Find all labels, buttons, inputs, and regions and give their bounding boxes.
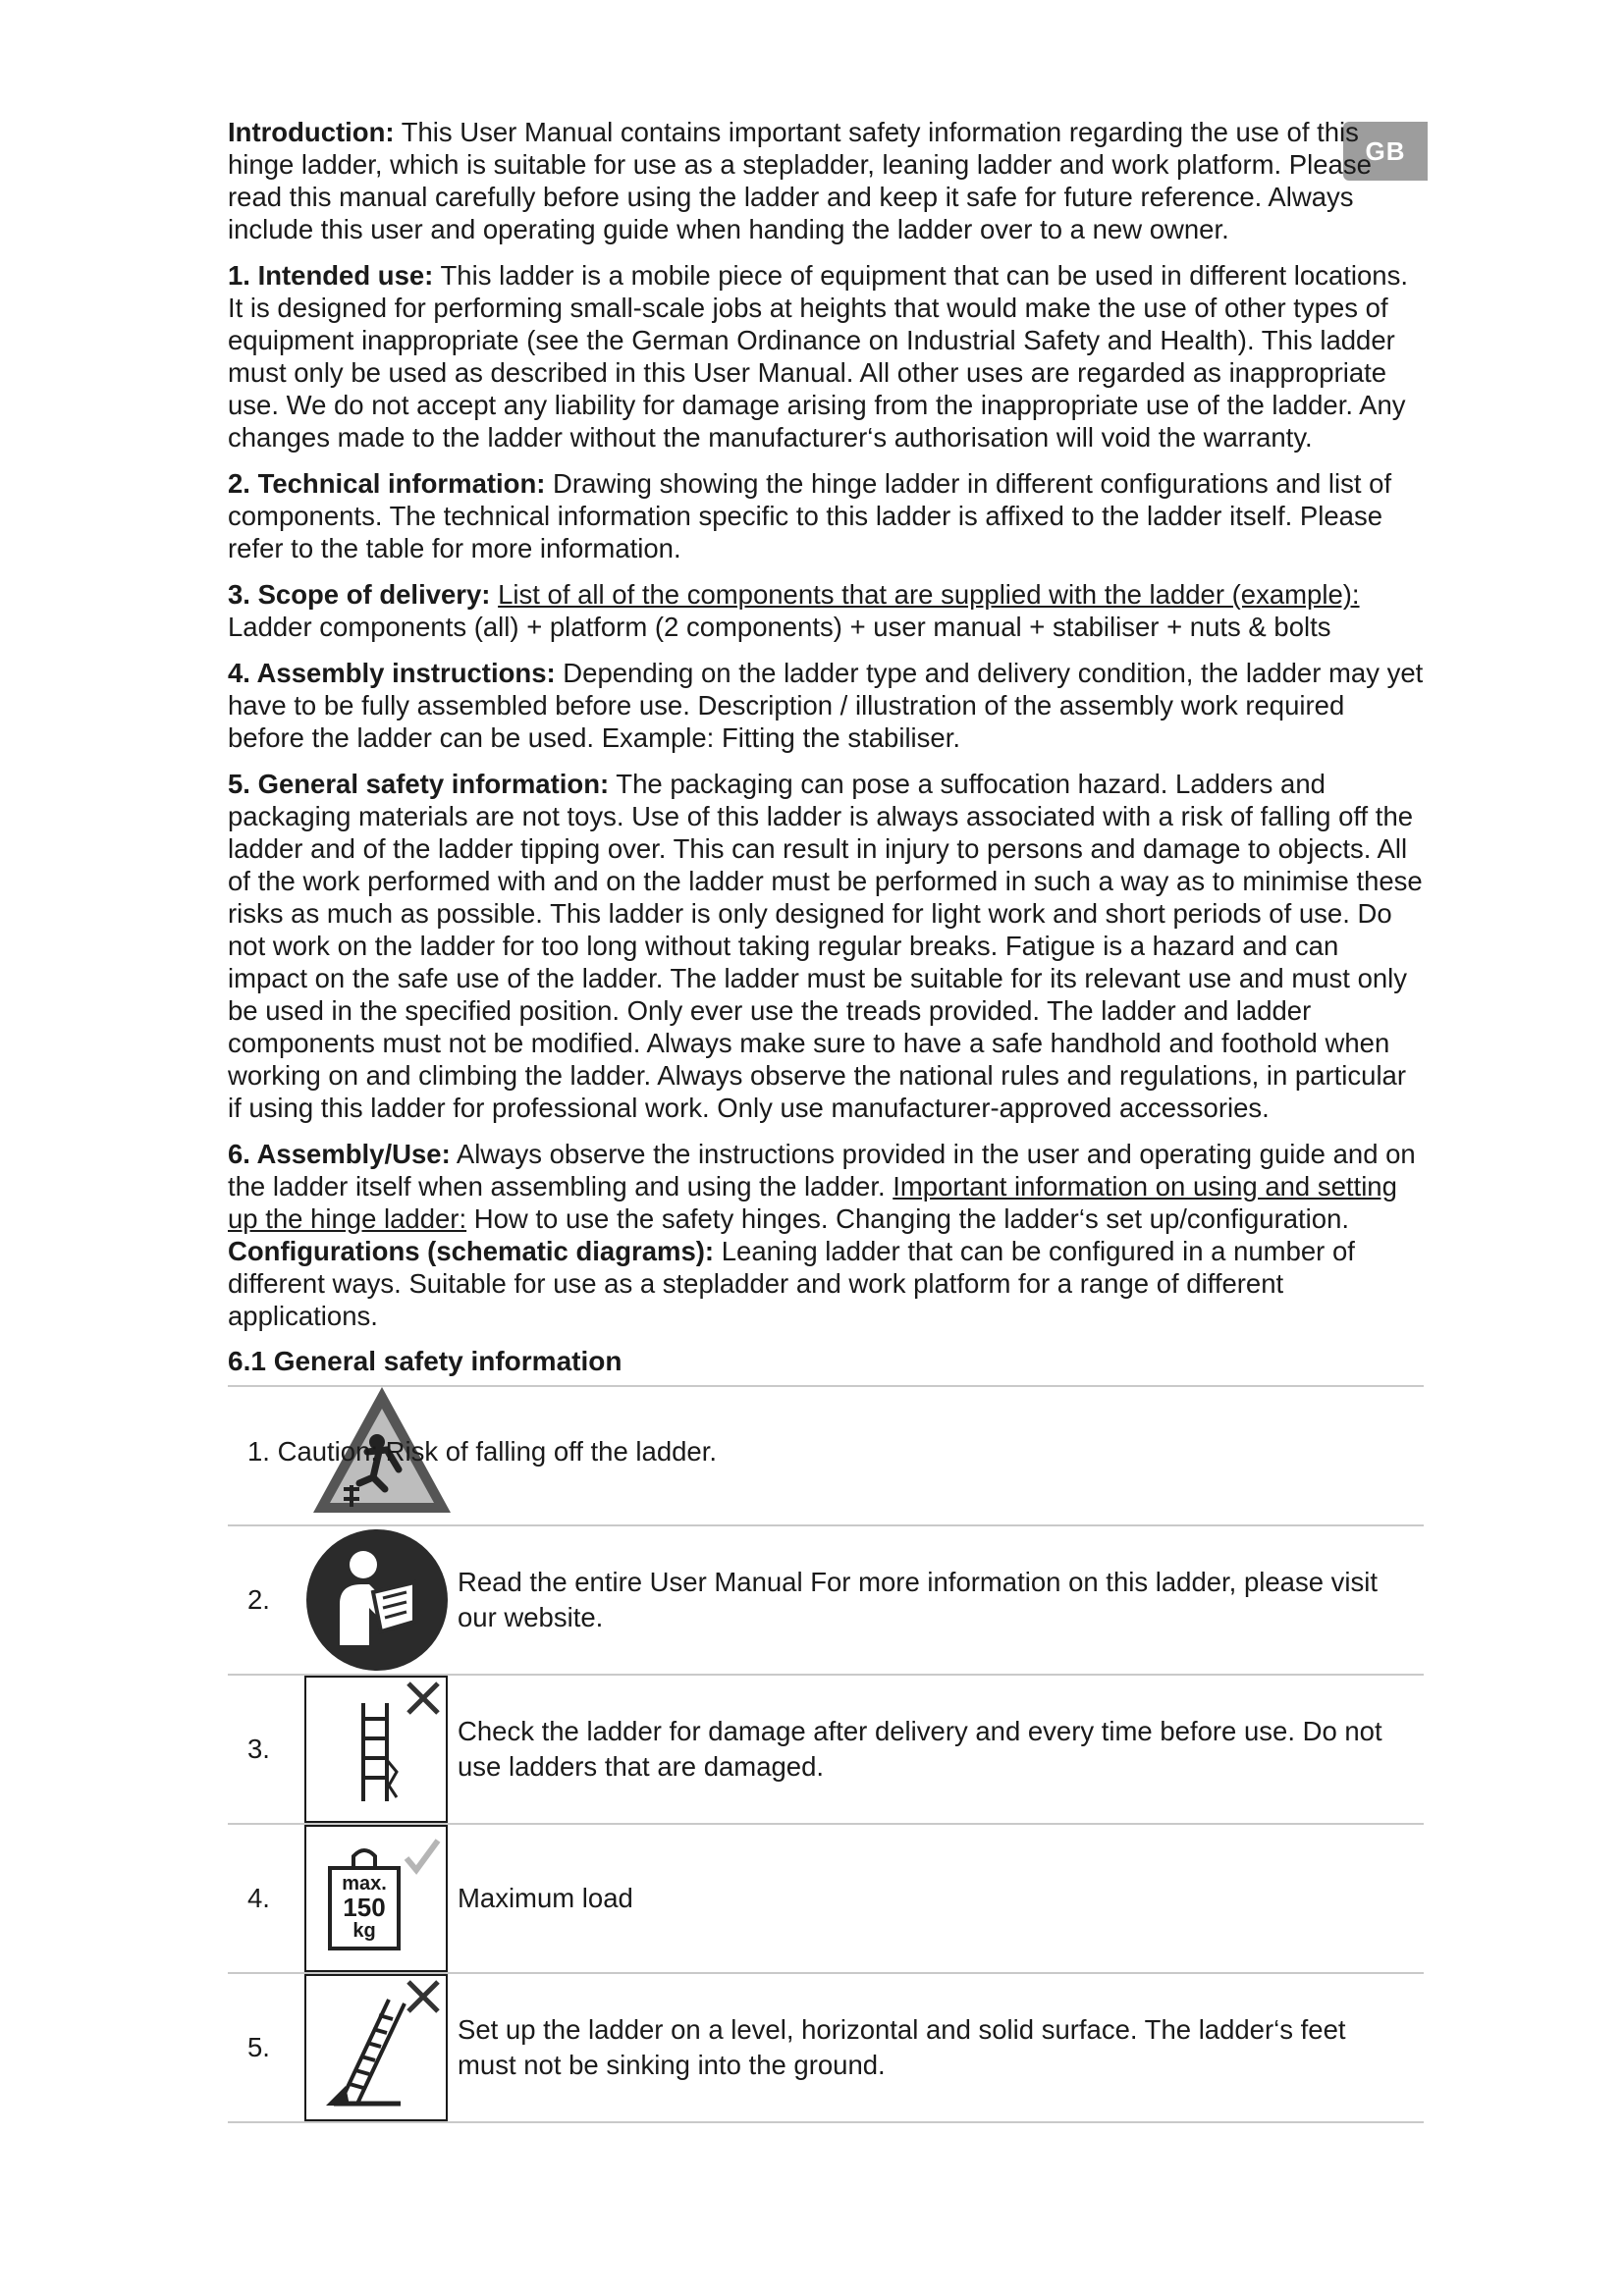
table-row (228, 1973, 1424, 2122)
section-heading: 4. Assembly instructions: (228, 658, 556, 688)
section-text: This User Manual contains important safety information regarding the use of this hinge ladder, which is suitable for use as a stepladder, leaning ladder and work platform. Please read this manual carefully before using the ladder and keep it safe for future reference. Always include this user and operating guide when handing the ladder over to a new owner. (228, 117, 1372, 244)
weight-label-max: max. (342, 1873, 387, 1895)
icon-cell (247, 1386, 717, 1525)
section-text: This ladder is a mobile piece of equipment that can be used in different locations. It is designed for performing small-scale jobs at heights that would make the use of other types of equipment inappropriate (see the German Ordinance on Industrial Safety and Health). This ladder must only be used as described in this User Manual. All other uses are regarded as inappropriate use. We do not accept any liability for damage arising from the inappropriate use of the ladder. Any changes made to the ladder without the manufacturer‘s authorisation will void the warranty. (228, 260, 1408, 453)
general-safety-paragraph (228, 768, 1424, 1124)
row-text: Caution: Risk of falling off the ladder. (277, 1436, 717, 1467)
language-tab: GB (1343, 122, 1428, 181)
ladder-level-surface-icon (304, 1974, 448, 2121)
section-text: Drawing showing the hinge ladder in different configurations and list of components. The technical information specific to this ladder is affixed to the ladder itself. Please refer to the table for more information. (228, 468, 1392, 563)
assembly-underlined-text: Important information on using and setting up the hinge ladder: (228, 1171, 1397, 1234)
intended-use-paragraph (228, 259, 1424, 454)
section-text: Always observe the instructions provided in the user and operating guide and on the ladder itself when assembling and using the ladder. (228, 1139, 1416, 1201)
row-number: 2. (247, 1584, 270, 1615)
row-number: 1. (247, 1436, 270, 1467)
table-row (228, 1386, 1424, 1525)
assembly-use-paragraph (228, 1138, 1424, 1332)
section-heading: Introduction: (228, 117, 395, 147)
safety-signs-table (228, 1385, 1424, 2123)
section-heading: 1. Intended use: (228, 260, 434, 291)
icon-cell (304, 1525, 450, 1675)
icon-cell (304, 1973, 450, 2122)
configurations-heading: Configurations (schematic diagrams): (228, 1236, 715, 1266)
table-row (228, 1675, 1424, 1824)
icon-cell (304, 1675, 450, 1824)
manual-page (228, 116, 1424, 2123)
row-text: Read the entire User Manual For more information on this ladder, please visit our website. (458, 1567, 1378, 1632)
section-text: Depending on the ladder type and delivery condition, the ladder may yet have to be fully assembled before use. Description / illustration of the assembly work required before the ladder can be used. Example: Fitting the stabiliser. (228, 658, 1424, 753)
section-heading: 2. Technical information: (228, 468, 546, 499)
row-text: Set up the ladder on a level, horizontal and solid surface. The ladder‘s feet must not be sinking into the ground. (458, 2014, 1346, 2080)
row-1-text (247, 1434, 717, 1469)
weight-label (330, 1872, 399, 1943)
section-heading: 5. General safety information: (228, 769, 610, 799)
introduction-paragraph (228, 116, 1424, 245)
technical-info-paragraph (228, 467, 1424, 564)
subsection-heading: 6.1 General safety information (228, 1346, 623, 1376)
icon-cell (304, 1824, 450, 1973)
damaged-ladder-icon (304, 1676, 448, 1823)
section-text: How to use the safety hinges. Changing the ladder‘s set up/configuration. (466, 1203, 1350, 1234)
read-manual-icon (304, 1527, 450, 1673)
section-text: The packaging can pose a suffocation hazard. Ladders and packaging materials are not toys. Use of this ladder is always associated with a risk of falling off the ladder and of the ladder tipping over. This can result in injury to persons and damage to objects. All of the work performed with and on the ladder must be performed in such a way as to minimise these risks as much as possible. This ladder is only designed for light work and short periods of use. Do not work on the ladder for too long without taking regular breaks. Fatigue is a hazard and can impact on the safe use of the ladder. The ladder must be suitable for its relevant use and must only be used in the specified position. Only ever use the treads provided. The ladder and ladder components must not be modified. Always make sure to have a safe handhold and foothold when working on and climbing the ladder. Always observe the national rules and regulations, in particular if using this ladder for professional work. Only use manufacturer-approved accessories. (228, 769, 1423, 1123)
section-heading: 6. Assembly/Use: (228, 1139, 451, 1169)
max-load-weight-icon (304, 1825, 448, 1972)
row-number: 5. (247, 2032, 270, 2062)
section-text: Ladder components (all) + platform (2 components) + user manual + stabiliser + nuts & bolts (228, 612, 1331, 642)
scope-of-delivery-paragraph (228, 578, 1424, 643)
weight-label-value: 150 (343, 1893, 386, 1922)
scope-underlined-text: List of all of the components that are supplied with the ladder (example): (498, 579, 1360, 610)
row-text: Check the ladder for damage after delivery and every time before use. Do not use ladders that are damaged. (458, 1716, 1382, 1782)
section-heading: 3. Scope of delivery: (228, 579, 491, 610)
assembly-instructions-paragraph (228, 657, 1424, 754)
table-row (228, 1824, 1424, 1973)
weight-label-unit: kg (352, 1920, 376, 1942)
row-text: Maximum load (458, 1883, 633, 1913)
section-text: Leaning ladder that can be configured in a number of different ways. Suitable for use as a stepladder and work platform for a range of different applications. (228, 1236, 1355, 1331)
table-row (228, 1525, 1424, 1675)
row-number: 3. (247, 1734, 270, 1764)
row-number: 4. (247, 1883, 270, 1913)
